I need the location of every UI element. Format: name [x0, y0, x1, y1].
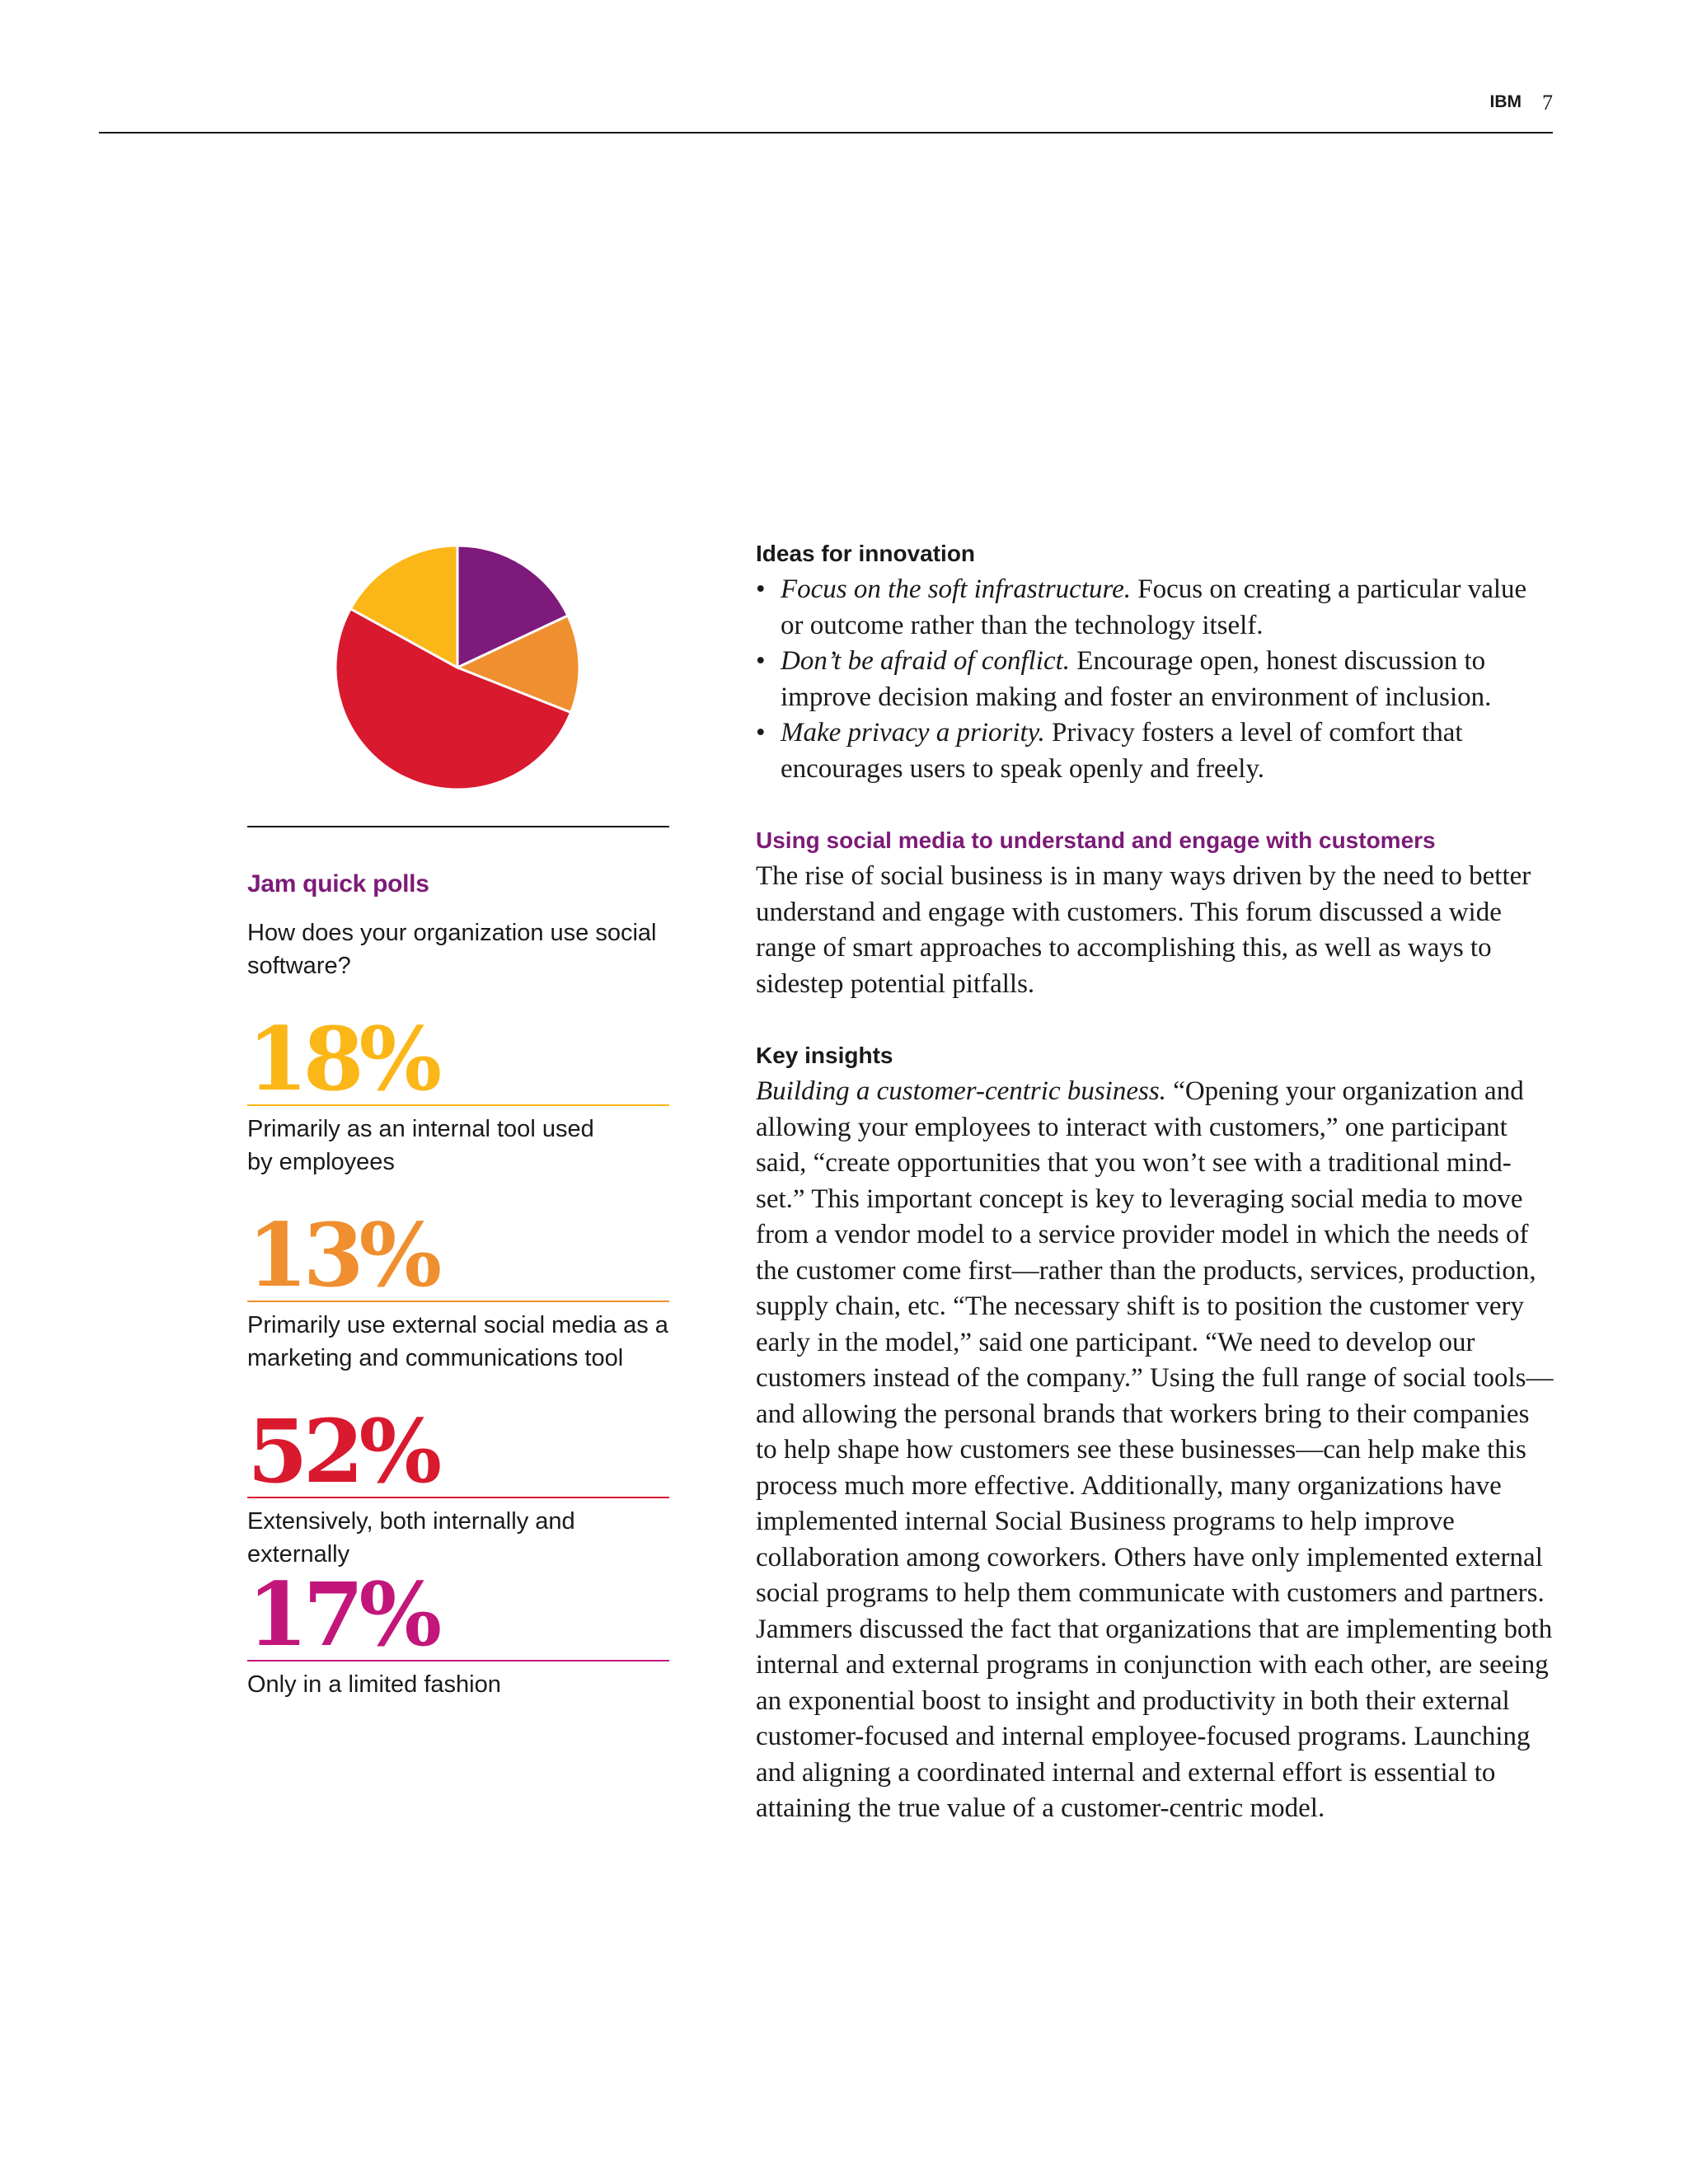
- main-article: [756, 536, 1555, 1827]
- list-item: [756, 572, 1555, 644]
- stat-label-line: Only in a limited fashion: [247, 1671, 501, 1698]
- stat-label-line: by employees: [247, 1149, 395, 1175]
- stat-label: [247, 1505, 669, 1571]
- section-intro: The rise of social business is in many ways driven by the need to better understand and engage with customers. This forum discussed a wide range of smart approaches to accomplishing this, as well as ways to sidestep potential pitfalls.: [756, 861, 1531, 999]
- ideas-list: [756, 572, 1555, 787]
- list-item: [756, 715, 1555, 787]
- quick-polls-sidebar: [247, 826, 669, 1698]
- page-header: [99, 92, 1553, 134]
- stat-value: 18%: [247, 1007, 438, 1110]
- stat-label-line: Extensively, both internally and externally: [247, 1508, 575, 1568]
- idea-text: Encourage open, honest discussion to improve decision making and foster an environment of inclusion.: [781, 646, 1492, 712]
- insight-lead: Building a customer-centric business.: [756, 1076, 1166, 1106]
- stat-label: [247, 1113, 669, 1179]
- brand-name: IBM: [1489, 92, 1522, 111]
- poll-pie-chart: [334, 544, 581, 791]
- page-number: 7: [1542, 91, 1553, 115]
- stat-label-line: Primarily as an internal tool used: [247, 1116, 594, 1142]
- idea-text: Focus on creating a particular value or outcome rather than the technology itself.: [781, 574, 1527, 640]
- idea-lead: Focus on the soft infrastructure.: [781, 574, 1132, 604]
- section-heading: Using social media to understand and engage with customers: [756, 827, 1436, 853]
- ideas-heading: Ideas for innovation: [756, 541, 976, 566]
- stat-value: 17%: [247, 1563, 438, 1666]
- stat-value: 52%: [247, 1399, 438, 1502]
- stat-item: [247, 1007, 669, 1179]
- insights-heading: Key insights: [756, 1043, 893, 1068]
- stat-label: [247, 1309, 669, 1375]
- polls-question: How does your organization use social software?: [247, 920, 657, 979]
- sidebar-divider: [247, 826, 669, 827]
- stat-label-line: Primarily use external social media as a: [247, 1312, 668, 1338]
- stat-value: 13%: [247, 1203, 438, 1306]
- stat-label: [247, 1668, 669, 1701]
- stat-item: [247, 1563, 669, 1701]
- idea-lead: Don’t be afraid of conflict.: [781, 646, 1071, 676]
- idea-text: Privacy fosters a level of comfort that encourages users to speak openly and freely.: [781, 718, 1463, 784]
- stat-label-line: marketing and communications tool: [247, 1345, 624, 1371]
- polls-title: Jam quick polls: [247, 870, 429, 898]
- stat-item: [247, 1203, 669, 1375]
- list-item: [756, 644, 1555, 715]
- idea-lead: Make privacy a priority.: [781, 718, 1045, 748]
- insight-paragraph: [756, 1074, 1555, 1827]
- stat-item: [247, 1399, 669, 1571]
- insight-text: “Opening your organization and allowing your employees to interact with customers,” one participant said, “create opportunities that you won’t see with a traditional mind-set.” This important concept is key to leveraging social media to move from a vendor model to a service provider model in which the needs of the customer come first—rather than the products, services, production, supply chain, etc. “The necessary shift is to position the customer very early in the model,” said one participant. “We need to develop our customers instead of the company.” Using the full range of social tools—and allowing the personal brands that workers bring to their companies to help shape how customers see these businesses—can help make this process much more effective. Additionally, many organizations have implemented internal Social Business programs to help improve collaboration among coworkers. Others have only implemented external social programs to help them communicate with customers and partners. Jammers discussed the fact that organizations that are implementing both internal and external programs in conjunction with each other, are seeing an exponential boost to insight and productivity in both their external customer-focused and internal employee-focused programs. Launching and aligning a coordinated internal and external effort is essential to attaining the true value of a customer-centric model.: [756, 1076, 1554, 1823]
